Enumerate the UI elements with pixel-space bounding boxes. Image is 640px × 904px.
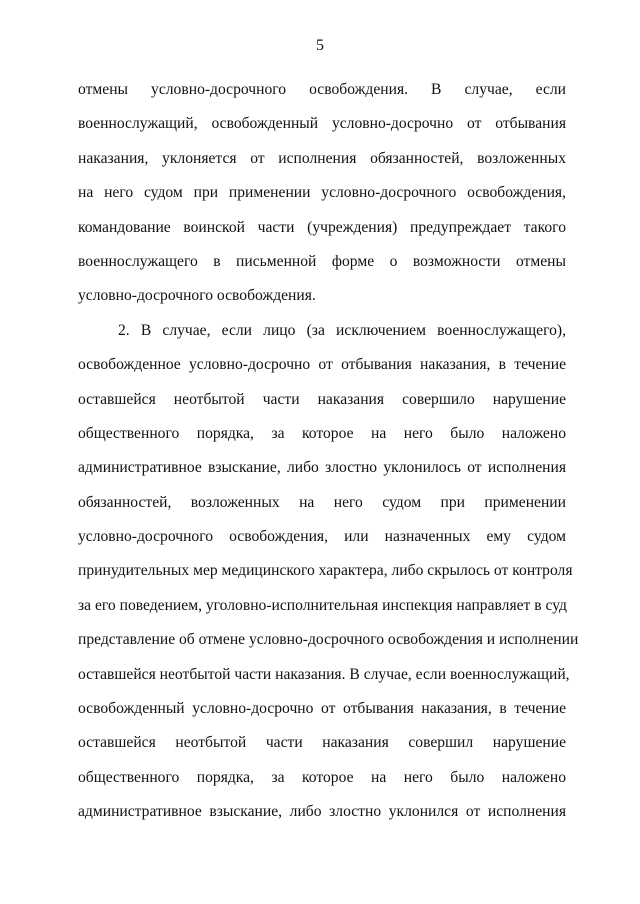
text-line: условно-досрочного освобождения, или назначенных ему судом <box>78 528 566 546</box>
text-line: принудительных мер медицинского характера, либо скрылось от контроля <box>78 562 573 580</box>
page-number: 5 <box>316 37 324 54</box>
text-line: наказания, уклоняется от исполнения обязанностей, возложенных <box>78 149 566 167</box>
text-line: военнослужащий, освобожденный условно-досрочно от отбывания <box>78 115 566 133</box>
text-line: обязанностей, возложенных на него судом при применении <box>78 493 566 511</box>
text-line: условно-досрочного освобождения. <box>78 287 316 305</box>
text-line: отмены условно-досрочного освобождения. В случае, если <box>78 81 566 98</box>
text-line: административное взыскание, либо злостно уклонился от исполнения <box>78 803 566 821</box>
text-line: общественного порядка, за которое на него было наложено <box>78 768 566 786</box>
text-line: на него судом при применении условно-досрочного освобождения, <box>78 184 566 202</box>
text-line: освобожденный условно-досрочно от отбывания наказания, в течение <box>78 700 566 718</box>
text-line: освобожденное условно-досрочно от отбывания наказания, в течение <box>78 356 566 374</box>
text-line: общественного порядка, за которое на него было наложено <box>78 424 566 442</box>
text-line: административное взыскание, либо злостно уклонилось от исполнения <box>78 459 566 477</box>
text-line: представление об отмене условно-досрочного освобождения и исполнении <box>78 631 579 649</box>
text-line: оставшейся неотбытой части наказания. В случае, если военнослужащий, <box>78 665 570 683</box>
text-line: оставшейся неотбытой части наказания совершило нарушение <box>78 390 566 408</box>
text-line: оставшейся неотбытой части наказания совершил нарушение <box>78 734 566 752</box>
document-body <box>78 73 579 830</box>
text-line: за его поведением, уголовно-исполнительная инспекция направляет в суд <box>78 596 567 614</box>
text-line: командование воинской части (учреждения) предупреждает такого <box>78 218 566 236</box>
text-line: военнослужащего в письменной форме о возможности отмены <box>78 252 566 270</box>
paragraph-start-line: 2. В случае, если лицо (за исключением военнослужащего), <box>118 321 566 339</box>
